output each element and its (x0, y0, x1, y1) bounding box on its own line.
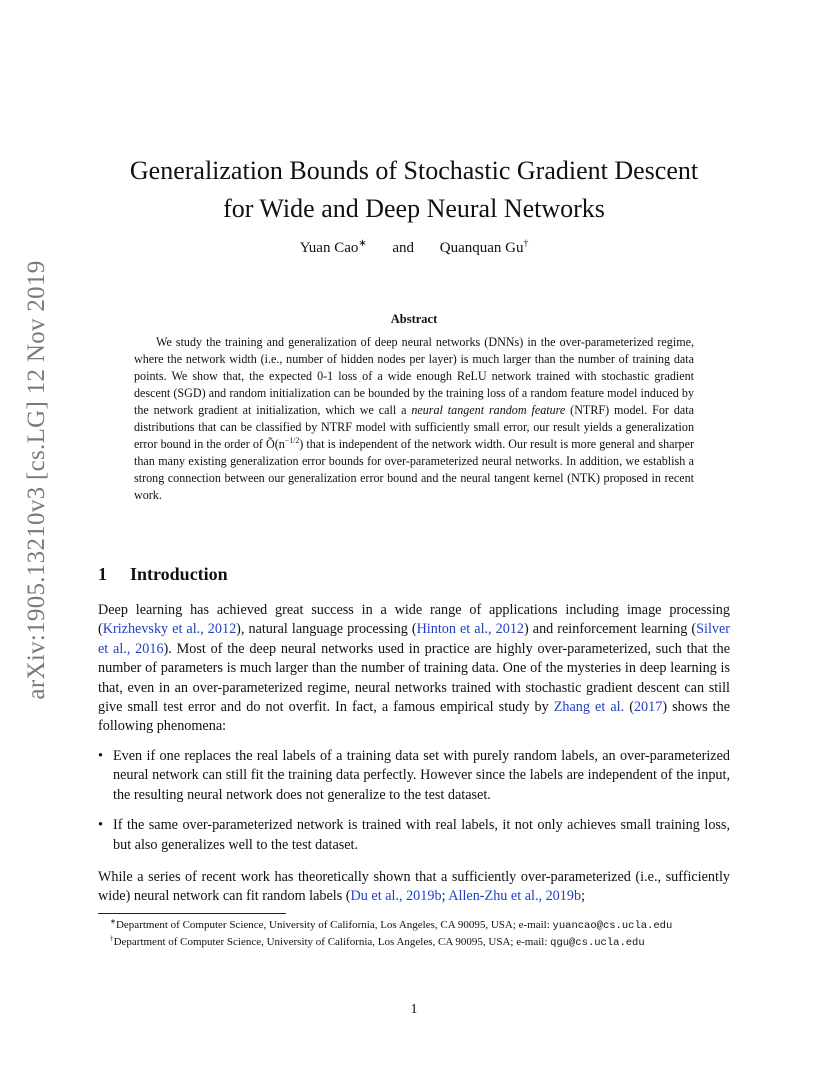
abstract-part-1: We study the training and generalization of deep neural networks (DNNs) in the over-parameterized regime, where the network width (i.e., number of hidden nodes per layer) is much larger than the number of training data points. We show that, the expected 0-1 loss of a wide enough ReLU network trained with stochastic gradient descent (SGD) and random initialization can be bounded by the training loss of a random feature model induced by the network gradient at initialization, which we call a (134, 335, 694, 417)
abstract-part-2: (NTRF) model. For data distributions that can be classified by NTRF model with sufficiently small error, our result yields a generalization error bound in the order of Õ(n (134, 403, 694, 451)
author-2-footnote-mark[interactable]: † (523, 238, 529, 249)
author-list (90, 240, 738, 257)
abstract-text (134, 334, 694, 504)
footnote-2-email[interactable]: qgu@cs.ucla.edu (550, 936, 645, 949)
footnote-2-text: Department of Computer Science, University of California, Los Angeles, CA 90095, USA; e-mail: (113, 935, 551, 948)
citation-link[interactable]: Allen-Zhu et al., 2019b (448, 888, 582, 905)
author-1: Yuan Cao (299, 240, 359, 256)
footnote-1 (98, 918, 730, 935)
author-1-footnote-mark[interactable]: ∗ (358, 238, 367, 249)
text-run: ; (581, 888, 586, 905)
abstract-part-3: ) that is independent of the network width. Our result is more general and sharper than many existing generalization error bounds for over-parameterized neural networks. In addition, we establish a strong connection between our generalization error bound and the neural tangent kernel (NTK) proposed in recent work. (134, 437, 694, 502)
section-number: 1 (98, 564, 107, 584)
intro-paragraph-1 (98, 601, 730, 737)
list-item-text: Even if one replaces the real labels of a training data set with purely random labels, an over-parameterized neural network can still fit the training data perfectly. However since the labels are independent of the input, the resulting neural network does not generalize to the test dataset. (113, 748, 730, 803)
footnotes (98, 918, 730, 951)
list-item-text: If the same over-parameterized network is trained with real labels, it not only achieves small training loss, but also generalizes well to the test dataset. (113, 817, 730, 853)
text-run: Deep learning has achieved great success in a wide range of applications including image processing ( (98, 602, 730, 638)
citation-link[interactable]: Zhang et al. (553, 699, 625, 716)
text-run: ( (624, 699, 634, 716)
citation-link[interactable]: Du et al., 2019b (350, 888, 442, 905)
title-line-1: Generalization Bounds of Stochastic Gradient Descent (129, 156, 699, 185)
phenomena-list (98, 747, 730, 866)
text-run: ; (441, 888, 449, 905)
list-item (98, 816, 730, 855)
footnote-1-text: Department of Computer Science, University of California, Los Angeles, CA 90095, USA; e-mail: (115, 919, 553, 931)
section-heading-introduction (98, 564, 228, 585)
arxiv-sidebar (16, 259, 58, 700)
arxiv-identifier: arXiv:1905.13210v3 [cs.LG] 12 Nov 2019 (23, 259, 50, 700)
citation-link[interactable]: Silver et al., 2016 (98, 621, 730, 657)
page-number: 1 (410, 1002, 418, 1017)
section-title: Introduction (130, 564, 228, 584)
title-line-2: for Wide and Deep Neural Networks (223, 194, 605, 223)
bullet-marker: • (98, 748, 103, 764)
citation-link[interactable]: Hinton et al., 2012 (416, 621, 525, 638)
footnote-2-mark: † (110, 933, 114, 942)
footnote-1-mark: ∗ (110, 917, 116, 926)
footnote-1-email[interactable]: yuancao@cs.ucla.edu (552, 920, 673, 932)
text-run: ). Most of the deep neural networks used in practice are highly over-parameterized, such that the number of parameters is much larger than the number of training data. One of the mysteries in deep learning is that, even in an over-parameterized regime, neural networks trained with stochastic gradient descent can still give small test error and do not overfit. In fact, a famous empirical study by (98, 640, 730, 716)
citation-link[interactable]: Krizhevsky et al., 2012 (102, 621, 237, 638)
abstract-italic-term: neural tangent random feature (411, 403, 566, 417)
abstract-heading: Abstract (390, 312, 438, 326)
text-run: While a series of recent work has theoretically shown that a sufficiently over-parameterized (i.e., sufficiently wide) neural network can fit random labels ( (98, 869, 730, 905)
abstract-exponent: −1/2 (284, 435, 300, 445)
paper-title (90, 152, 738, 228)
footnote-rule (98, 913, 286, 914)
citation-link[interactable]: 2017 (633, 699, 663, 716)
author-2: Quanquan Gu (439, 240, 524, 256)
bullet-marker: • (98, 817, 103, 834)
author-separator: and (392, 240, 414, 256)
text-run: ) and reinforcement learning ( (524, 621, 697, 638)
text-run: ) shows the following phenomena: (98, 699, 730, 735)
list-item (98, 747, 730, 805)
footnote-2 (98, 935, 730, 952)
text-run: ), natural language processing ( (236, 621, 417, 638)
intro-paragraph-2 (98, 868, 730, 907)
